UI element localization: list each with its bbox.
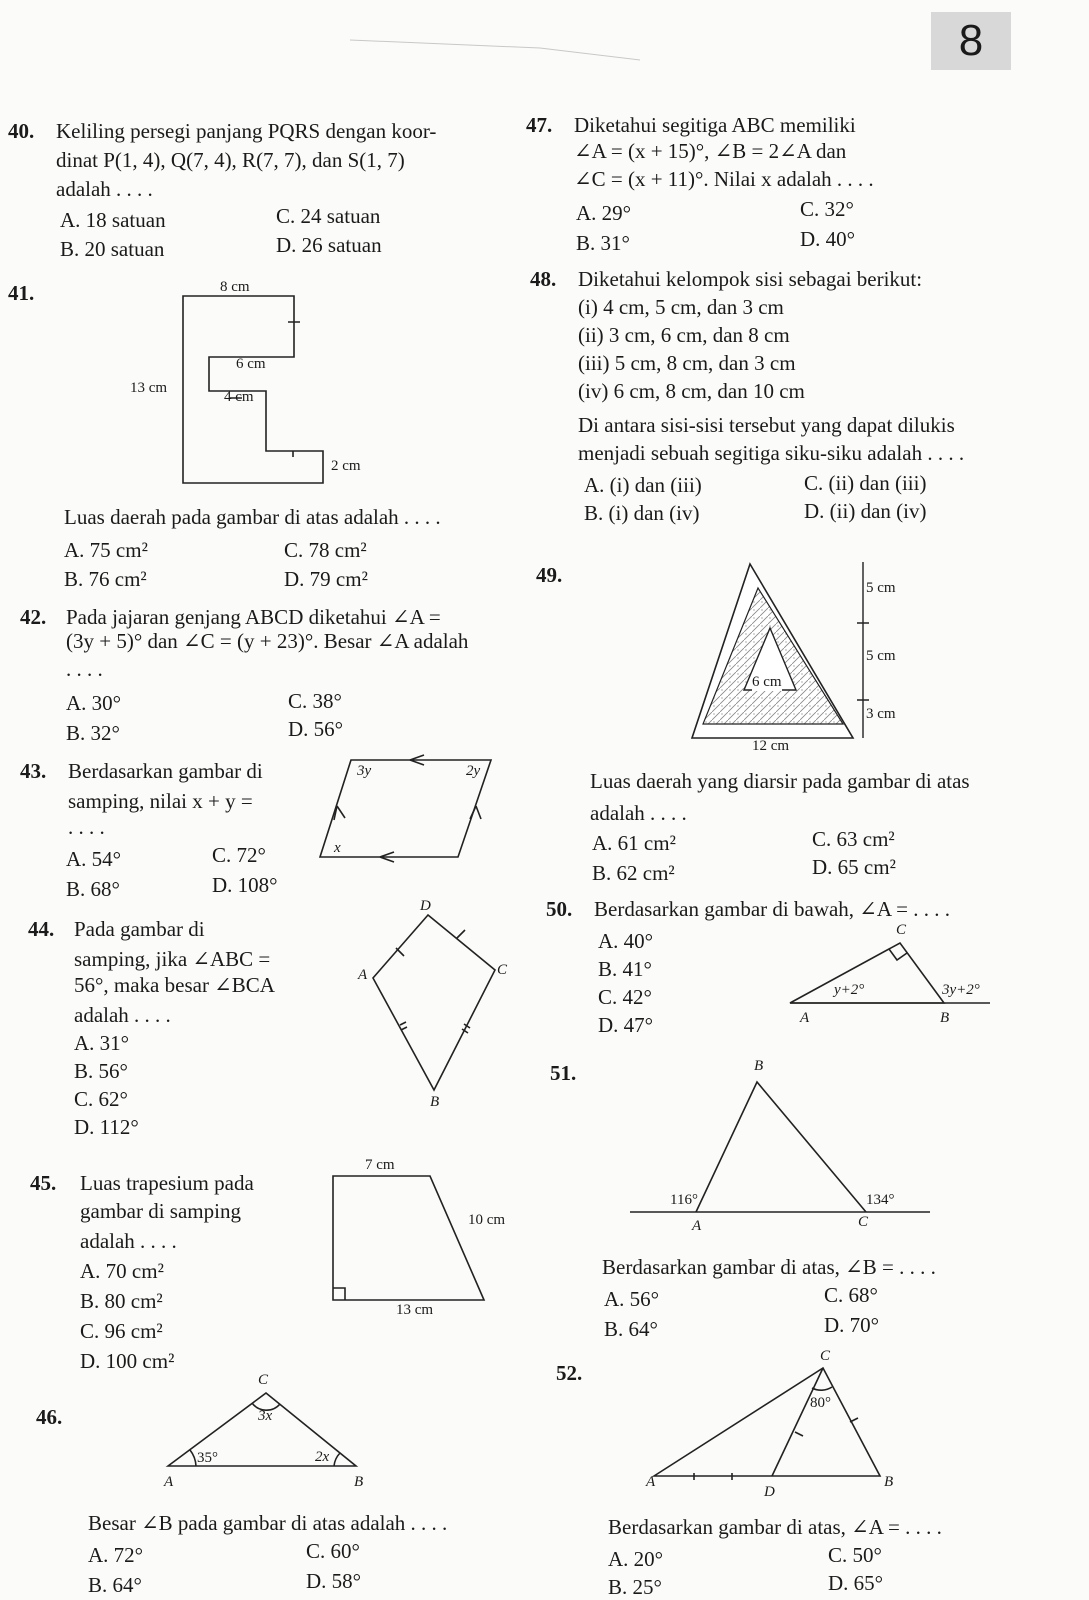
q51-point-a: A [692, 1218, 702, 1234]
q51-angle-c: 134° [866, 1192, 895, 1208]
q52-point-b: B [884, 1474, 894, 1490]
q49-inner-label: 6 cm [752, 674, 782, 690]
q50-option-a[interactable]: A. 40° [598, 929, 654, 953]
q44-figure [373, 915, 495, 1090]
q52-angle-c: 80° [810, 1395, 831, 1411]
q42-option-a[interactable]: A. 30° [66, 691, 122, 715]
q50-point-b: B [940, 1010, 950, 1026]
q43-option-d[interactable]: D. 108° [212, 873, 278, 897]
q44-option-c[interactable]: C. 62° [74, 1087, 128, 1111]
q43-line2: samping, nilai x + y = [68, 789, 253, 813]
q51-option-c[interactable]: C. 68° [824, 1283, 878, 1307]
q47-line3: ∠C = (x + 11)°. Nilai x adalah . . . . [574, 167, 874, 191]
q44-option-a[interactable]: A. 31° [74, 1031, 130, 1055]
q42-option-c[interactable]: C. 38° [288, 689, 342, 713]
q50-angle-b: 3y+2° [942, 982, 980, 998]
q46-number: 46. [36, 1405, 63, 1429]
q48-option-b[interactable]: B. (i) dan (iv) [584, 501, 700, 525]
q49-number: 49. [536, 563, 563, 587]
q49-base-label: 12 cm [752, 738, 790, 754]
q43-angle-x: x [334, 840, 341, 856]
q49-option-d[interactable]: D. 65 cm² [812, 855, 896, 879]
q49-figure [692, 562, 869, 738]
page-number: 8 [931, 12, 1011, 70]
q50-point-a: A [800, 1010, 810, 1026]
q48-item-ii: (ii) 3 cm, 6 cm, dan 8 cm [578, 323, 790, 347]
q51-option-a[interactable]: A. 56° [604, 1287, 660, 1311]
q48-number: 48. [530, 267, 557, 291]
q42-line2: (3y + 5)° dan ∠C = (y + 23)°. Besar ∠A adalah [66, 629, 469, 653]
q43-angle-2y: 2y [466, 763, 481, 779]
q46-angle-c: 3x [258, 1408, 273, 1424]
q45-line1: Luas trapesium pada [80, 1171, 254, 1195]
q50-point-c: C [896, 922, 907, 938]
q46-option-c[interactable]: C. 60° [306, 1539, 360, 1563]
q44-line1: Pada gambar di [74, 917, 205, 941]
q43-option-a[interactable]: A. 54° [66, 847, 122, 871]
q41-question: Luas daerah pada gambar di atas adalah . . . . [64, 505, 441, 529]
q49-line1: Luas daerah yang diarsir pada gambar di atas [590, 769, 970, 793]
q52-figure [654, 1368, 880, 1480]
q41-option-d[interactable]: D. 79 cm² [284, 567, 368, 591]
q52-number: 52. [556, 1361, 583, 1385]
q52-question: Berdasarkan gambar di atas, ∠A = . . . . [608, 1515, 942, 1539]
q40-number: 40. [8, 119, 35, 143]
q40-option-d[interactable]: D. 26 satuan [276, 233, 382, 257]
q52-option-c[interactable]: C. 50° [828, 1543, 882, 1567]
q50-angle-a: y+2° [834, 982, 865, 998]
q52-point-d: D [764, 1484, 775, 1500]
q49-dim-bottom: 3 cm [866, 706, 896, 722]
q48-item-i: (i) 4 cm, 5 cm, dan 3 cm [578, 295, 784, 319]
q46-option-b[interactable]: B. 64° [88, 1573, 142, 1597]
q41-option-c[interactable]: C. 78 cm² [284, 538, 367, 562]
q41-option-a[interactable]: A. 75 cm² [64, 538, 148, 562]
q45-option-b[interactable]: B. 80 cm² [80, 1289, 163, 1313]
q41-top-label: 8 cm [220, 279, 250, 295]
q40-line2: dinat P(1, 4), Q(7, 4), R(7, 7), dan S(1, 7) [56, 148, 405, 172]
q48-item-iv: (iv) 6 cm, 8 cm, dan 10 cm [578, 379, 805, 403]
q43-option-b[interactable]: B. 68° [66, 877, 120, 901]
q44-number: 44. [28, 917, 55, 941]
q45-option-c[interactable]: C. 96 cm² [80, 1319, 163, 1343]
q46-angle-b: 2x [315, 1449, 330, 1465]
q47-line1: Diketahui segitiga ABC memiliki [574, 113, 856, 137]
q41-left-label: 13 cm [130, 380, 168, 396]
q51-number: 51. [550, 1061, 577, 1085]
q45-bottom-label: 13 cm [396, 1302, 434, 1318]
q45-figure [333, 1176, 484, 1300]
q40-line1: Keliling persegi panjang PQRS dengan koor- [56, 119, 437, 143]
q48-line3: menjadi sebuah segitiga siku-siku adalah . . . . [578, 441, 965, 465]
q51-option-d[interactable]: D. 70° [824, 1313, 880, 1337]
q47-option-d[interactable]: D. 40° [800, 227, 856, 251]
q41-number: 41. [8, 281, 35, 305]
q47-option-c[interactable]: C. 32° [800, 197, 854, 221]
q46-point-c: C [258, 1372, 269, 1388]
q51-angle-a: 116° [670, 1192, 698, 1208]
q46-option-a[interactable]: A. 72° [88, 1543, 144, 1567]
q52-option-a[interactable]: A. 20° [608, 1547, 664, 1571]
q43-line1: Berdasarkan gambar di [68, 759, 263, 783]
q49-option-b[interactable]: B. 62 cm² [592, 861, 675, 885]
q42-line1: Pada jajaran genjang ABCD diketahui ∠A = [66, 605, 441, 629]
q47-option-a[interactable]: A. 29° [576, 201, 632, 225]
q45-option-d[interactable]: D. 100 cm² [80, 1349, 175, 1373]
q40-line3: adalah . . . . [56, 177, 153, 201]
q46-option-d[interactable]: D. 58° [306, 1569, 362, 1593]
q42-option-b[interactable]: B. 32° [66, 721, 120, 745]
q48-line1: Diketahui kelompok sisi sebagai berikut: [578, 267, 923, 291]
q40-option-c[interactable]: C. 24 satuan [276, 204, 381, 228]
q51-question: Berdasarkan gambar di atas, ∠B = . . . . [602, 1255, 936, 1279]
q52-option-d[interactable]: D. 65° [828, 1571, 884, 1595]
q45-line3: adalah . . . . [80, 1229, 177, 1253]
q46-point-a: A [164, 1474, 174, 1490]
q46-point-b: B [354, 1474, 364, 1490]
q44-option-d[interactable]: D. 112° [74, 1115, 139, 1139]
q47-number: 47. [526, 113, 553, 137]
q50-line1: Berdasarkan gambar di bawah, ∠A = . . . . [594, 897, 951, 921]
q46-angle-a: 35° [197, 1450, 218, 1466]
q48-option-d[interactable]: D. (ii) dan (iv) [804, 499, 927, 523]
q42-option-d[interactable]: D. 56° [288, 717, 344, 741]
q51-option-b[interactable]: B. 64° [604, 1317, 658, 1341]
q44-point-c: C [497, 962, 508, 978]
q50-option-c[interactable]: C. 42° [598, 985, 652, 1009]
q43-number: 43. [20, 759, 47, 783]
q50-option-b[interactable]: B. 41° [598, 957, 652, 981]
q48-option-a[interactable]: A. (i) dan (iii) [584, 473, 702, 497]
q43-line3: . . . . [68, 815, 105, 839]
q47-line2: ∠A = (x + 15)°, ∠B = 2∠A dan [574, 139, 847, 163]
q45-number: 45. [30, 1171, 57, 1195]
q45-line2: gambar di samping [80, 1199, 241, 1223]
q44-point-b: B [430, 1094, 440, 1110]
q47-option-b[interactable]: B. 31° [576, 231, 630, 255]
q41-option-b[interactable]: B. 76 cm² [64, 567, 147, 591]
q46-question: Besar ∠B pada gambar di atas adalah . . . . [88, 1511, 448, 1535]
q44-line2: samping, jika ∠ABC = [74, 947, 271, 971]
q41-inner-label: 4 cm [224, 389, 254, 405]
q45-top-label: 7 cm [365, 1157, 395, 1173]
q44-line3: 56°, maka besar ∠BCA [74, 973, 275, 997]
q48-line2: Di antara sisi-sisi tersebut yang dapat dilukis [578, 413, 955, 437]
q49-option-c[interactable]: C. 63 cm² [812, 827, 895, 851]
q44-option-b[interactable]: B. 56° [74, 1059, 128, 1083]
q49-dim-mid: 5 cm [866, 648, 896, 664]
q42-number: 42. [20, 605, 47, 629]
q48-item-iii: (iii) 5 cm, 8 cm, dan 3 cm [578, 351, 796, 375]
q45-option-a[interactable]: A. 70 cm² [80, 1259, 164, 1283]
q40-option-b[interactable]: B. 20 satuan [60, 237, 165, 261]
q48-option-c[interactable]: C. (ii) dan (iii) [804, 471, 927, 495]
q44-line4: adalah . . . . [74, 1003, 171, 1027]
q45-right-label: 10 cm [468, 1212, 506, 1228]
q50-number: 50. [546, 897, 573, 921]
q41-mid-label: 6 cm [236, 356, 266, 372]
q43-option-c[interactable]: C. 72° [212, 843, 266, 867]
q49-line2: adalah . . . . [590, 801, 687, 825]
q42-line3: . . . . [66, 657, 103, 681]
q40-option-a[interactable]: A. 18 satuan [60, 208, 166, 232]
q52-option-b[interactable]: B. 25° [608, 1575, 662, 1599]
q44-point-a: A [358, 967, 368, 983]
q51-point-b: B [754, 1058, 764, 1074]
q52-point-c: C [820, 1348, 831, 1364]
q50-option-d[interactable]: D. 47° [598, 1013, 654, 1037]
q43-angle-3y: 3y [357, 763, 372, 779]
q49-option-a[interactable]: A. 61 cm² [592, 831, 676, 855]
q44-point-d: D [420, 898, 431, 914]
q49-dim-top: 5 cm [866, 580, 896, 596]
q51-point-c: C [858, 1214, 869, 1230]
q52-point-a: A [646, 1474, 656, 1490]
q41-bottom-label: 2 cm [331, 458, 361, 474]
